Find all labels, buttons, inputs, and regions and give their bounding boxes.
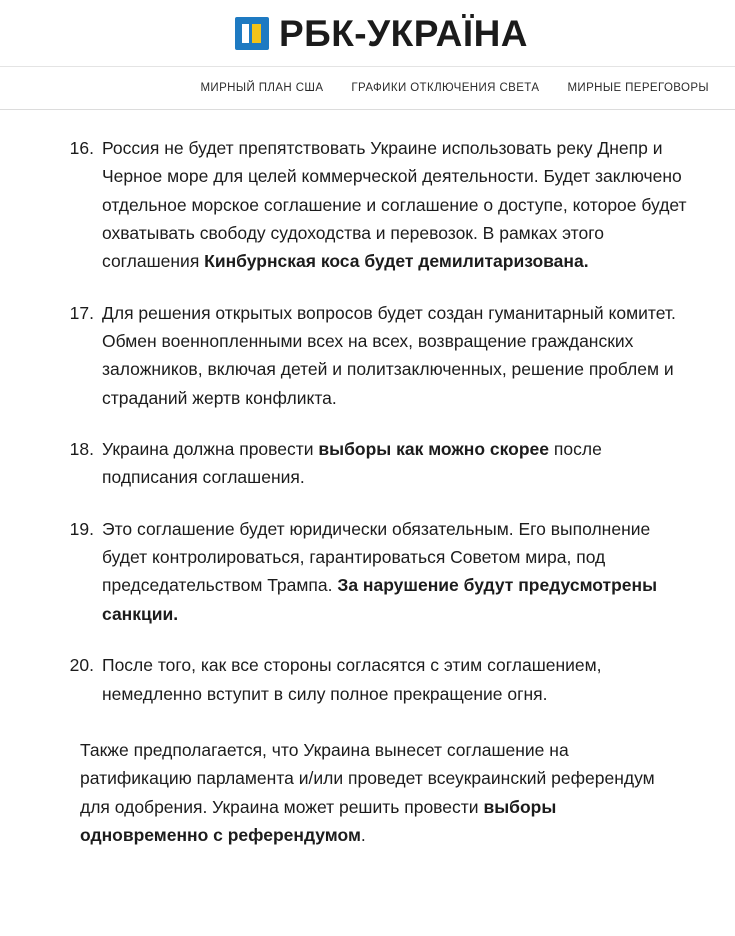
nav-item-power-outage-schedules[interactable]: ГРАФИКИ ОТКЛЮЧЕНИЯ СВЕТА — [351, 82, 540, 94]
site-logo-link[interactable] — [235, 12, 529, 54]
clause-number: 17. — [69, 302, 94, 323]
list-item — [58, 134, 695, 276]
clause-number: 18. — [69, 439, 94, 460]
clause-text: Украина должна провести выборы как можно скорее после подписания соглашения. — [102, 439, 602, 488]
nav-item-peace-plan-usa[interactable]: МИРНЫЙ ПЛАН США — [200, 82, 324, 94]
list-item — [58, 515, 695, 628]
rbc-ukraine-logo-icon — [235, 15, 269, 51]
clause-number: 20. — [69, 655, 94, 676]
article-body — [0, 110, 735, 879]
list-item — [58, 651, 695, 708]
list-item — [58, 435, 695, 492]
clause-number: 16. — [69, 138, 94, 158]
clause-text: Для решения открытых вопросов будет создан гуманитарный комитет. Обмен военнопленными всех на всех, возвращение гражданских заложников, включая детей и политзаключенных, решение проблем и страданий жертв конфликта. — [102, 302, 676, 408]
clause-number: 19. — [69, 518, 94, 539]
clause-text: Россия не будет препятствовать Украине использовать реку Днепр и Черное море для целей коммерческой деятельности. Будет заключено отдельное морское соглашение и соглашение о доступе, которое будет охватывать свободу судоходства и перевозок. В рамках этого соглашения Кинбурнская коса будет демилитаризована. — [102, 138, 687, 272]
list-item — [58, 299, 695, 412]
site-title: РБК-УКРАЇНА — [278, 12, 529, 54]
site-header — [0, 0, 735, 66]
main-navigation — [0, 66, 735, 110]
clause-list — [58, 134, 695, 708]
clause-text: Это соглашение будет юридически обязательным. Его выполнение будет контролироваться, гарантироваться Советом мира, под председательством Трампа. За нарушение будут предусмотрены санкции. — [102, 518, 658, 624]
nav-item-peace-talks[interactable]: МИРНЫЕ ПЕРЕГОВОРЫ — [567, 82, 709, 94]
clause-text: После того, как все стороны согласятся с этим соглашением, немедленно вступит в силу полное прекращение огня. — [102, 655, 602, 704]
closing-paragraph: Также предполагается, что Украина вынесет соглашение на ратификацию парламента и/или проведет всеукраинский референдум для одобрения. Украина может решить провести выборы одновременно с референдумом. — [80, 739, 655, 845]
